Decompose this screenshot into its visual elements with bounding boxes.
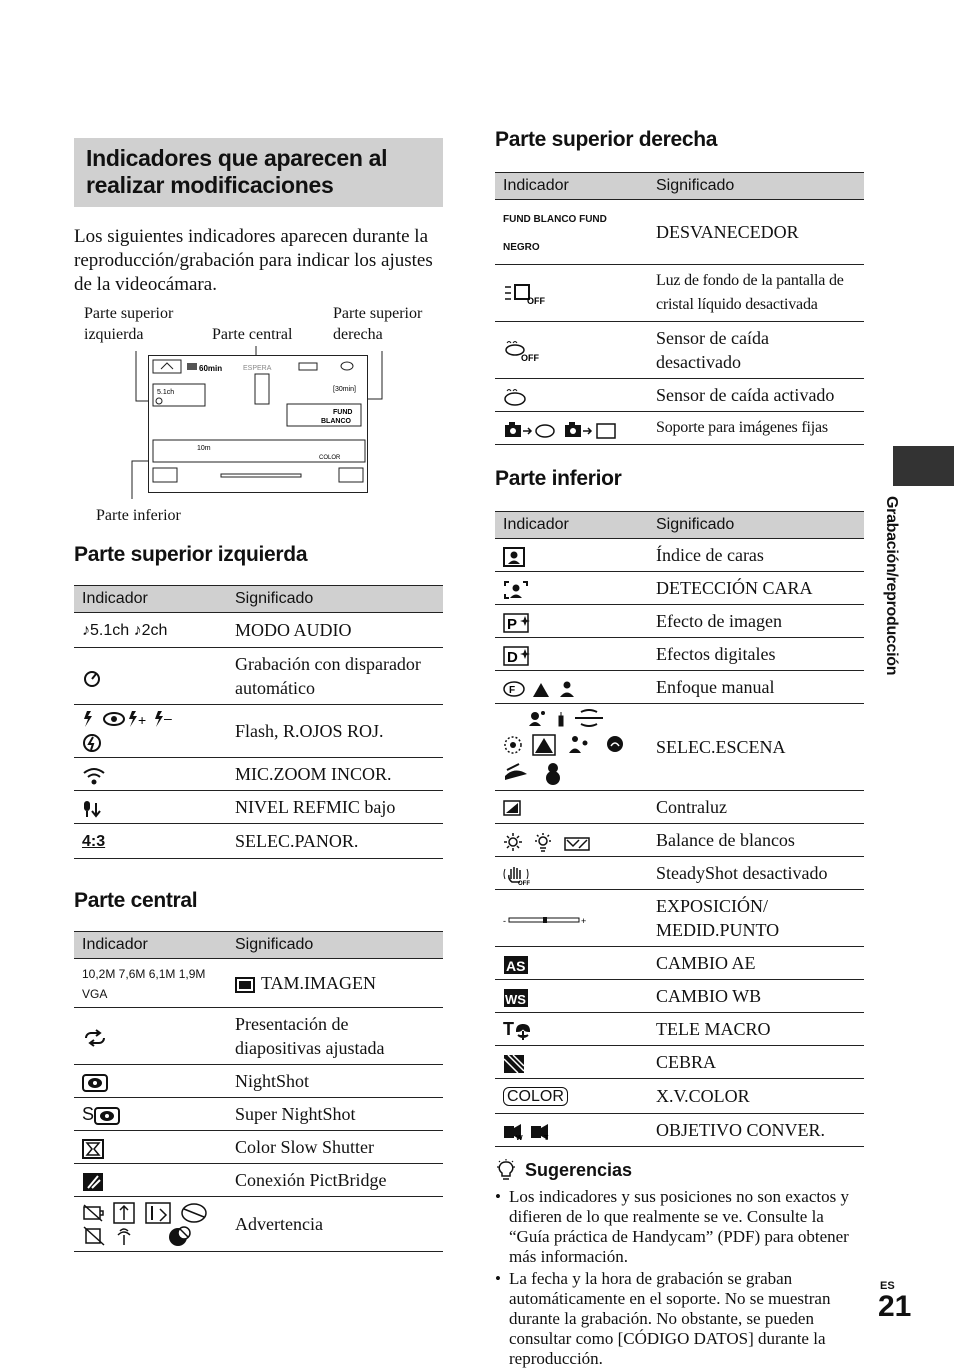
svg-text:AS: AS bbox=[506, 957, 526, 974]
table-row: Soporte para imágenes fijas bbox=[495, 412, 864, 445]
table-row: Presentación de diapositivas ajustada bbox=[74, 1008, 443, 1065]
table-row: NightShot bbox=[74, 1065, 443, 1098]
page-language: ES bbox=[880, 1280, 895, 1292]
svg-text:P: P bbox=[507, 615, 518, 633]
svg-text:D: D bbox=[507, 648, 518, 666]
table-row: - + EXPOSICIÓN/ MEDID.PUNTO bbox=[495, 890, 864, 947]
diagram-label-bottom: Parte inferior bbox=[96, 507, 181, 524]
svg-text:T: T bbox=[544, 1134, 549, 1142]
tips-heading: Sugerencias bbox=[525, 1159, 633, 1180]
tele-macro-icon bbox=[514, 1021, 532, 1041]
conversion-lens-icon bbox=[503, 1122, 555, 1142]
face-index-icon bbox=[503, 547, 527, 567]
image-size-indicator: 10,2M 7,6M 6,1M 1,9M VGA bbox=[82, 967, 206, 1001]
zoom-mic-icon bbox=[82, 766, 106, 786]
table-row: MIC.ZOOM INCOR. bbox=[74, 758, 443, 791]
heading-top-right: Parte superior derecha bbox=[495, 128, 718, 151]
xv-color-indicator: COLOR bbox=[503, 1087, 568, 1106]
table-row: S Super NightShot bbox=[74, 1098, 443, 1131]
svg-text:+: + bbox=[138, 712, 147, 728]
lcd-remaining: 60min bbox=[199, 364, 223, 373]
left-column bbox=[74, 138, 443, 1252]
table-row: Conexión PictBridge bbox=[74, 1164, 443, 1197]
drop-sensor-on-icon bbox=[503, 387, 529, 407]
list-item: • La fecha y la hora de grabación se graban automáticamente en el soporte. No se muestran durante la grabación. No obstante, se pueden consultar como [CÓDIGO DATOS] durante la reproducción. bbox=[495, 1269, 864, 1369]
svg-text:–: – bbox=[164, 710, 172, 726]
nightshot-icon bbox=[82, 1074, 108, 1092]
lcd-time: [30min] bbox=[333, 386, 356, 393]
table-row: Sensor de caída activado bbox=[495, 379, 864, 412]
image-size-icon bbox=[235, 977, 255, 993]
lcd-fader-2: BLANCO bbox=[321, 418, 351, 425]
diagram-label-center: Parte central bbox=[212, 326, 293, 343]
col-meaning: Significado bbox=[227, 586, 443, 613]
table-row: D Efectos digitales bbox=[495, 638, 864, 671]
steadyshot-off-icon bbox=[503, 865, 533, 885]
backlight-icon bbox=[503, 800, 523, 818]
col-indicator: Indicador bbox=[74, 586, 227, 613]
svg-text:W: W bbox=[516, 1134, 523, 1142]
table-row: W T OBJETIVO CONVER. bbox=[495, 1114, 864, 1147]
table-row: FUND BLANCO FUND NEGRO DESVANECEDOR bbox=[495, 200, 864, 265]
svg-text:OFF: OFF bbox=[518, 880, 530, 887]
tele-macro-indicator: T bbox=[503, 1019, 514, 1039]
table-row: Contraluz bbox=[495, 791, 864, 824]
table-row: DETECCIÓN CARA bbox=[495, 572, 864, 605]
lcd-audio: 5.1ch bbox=[157, 389, 175, 396]
title-box bbox=[74, 138, 443, 207]
table-row: Índice de caras bbox=[495, 539, 864, 572]
right-column bbox=[495, 128, 864, 1371]
svg-text:-: - bbox=[503, 915, 506, 926]
table-row: + – Flash, R.OJOS ROJ. bbox=[74, 705, 443, 758]
table-row: P Efecto de imagen bbox=[495, 605, 864, 638]
diagram-label-top-left: Parte superior izquierda bbox=[84, 305, 174, 343]
digital-effect-icon bbox=[503, 646, 533, 666]
mic-level-low-icon bbox=[82, 799, 102, 819]
table-central: Indicador Significado 10,2M 7,6M 6,1M 1,9M VGA TAM.IMAGEN Presentación de diapositivas ajustada NightShot S Super NightShot Color Slow Shutter Conexión PictBridge Advertencia bbox=[74, 931, 443, 1252]
lcd-backlight-off-icon bbox=[503, 283, 545, 305]
heading-bottom: Parte inferior bbox=[495, 467, 622, 490]
table-row: OFF SteadyShot desactivado bbox=[495, 857, 864, 890]
table-row: 10,2M 7,6M 6,1M 1,9M VGA TAM.IMAGEN bbox=[74, 959, 443, 1008]
flash-icon bbox=[82, 709, 192, 753]
super-nightshot-icon bbox=[94, 1107, 120, 1125]
heading-top-left: Parte superior izquierda bbox=[74, 543, 308, 566]
manual-focus-icon bbox=[503, 679, 587, 699]
color-slow-shutter-icon bbox=[82, 1139, 104, 1159]
aspect-ratio-indicator: 4:3 bbox=[82, 833, 106, 850]
list-item: • Los indicadores y sus posiciones no son exactos y difieren de lo que realmente se ve. Consulte la “Guía práctica de Handycam” (PDF) para obtener más información. bbox=[495, 1187, 864, 1267]
screen-diagram bbox=[74, 303, 443, 533]
svg-text:WS: WS bbox=[505, 991, 526, 1007]
lcd-color: COLOR bbox=[319, 455, 341, 461]
table-row: F Enfoque manual bbox=[495, 671, 864, 704]
lcd-face: 10m bbox=[197, 445, 211, 452]
audio-mode-indicator: ♪5.1ch ♪2ch bbox=[82, 622, 168, 639]
diagram-label-top-right: Parte superior derecha bbox=[333, 305, 423, 343]
slideshow-repeat-icon bbox=[82, 1029, 108, 1047]
drop-sensor-off-icon bbox=[503, 340, 545, 362]
exposure-slider-icon bbox=[503, 913, 587, 927]
lcd-standby: ESPERA bbox=[243, 365, 272, 372]
table-row: Balance de blancos bbox=[495, 824, 864, 857]
lcd-screen bbox=[148, 355, 368, 493]
ae-shift-icon bbox=[503, 955, 529, 975]
table-row: COLOR X.V.COLOR bbox=[495, 1079, 864, 1114]
wb-shift-icon bbox=[503, 988, 529, 1008]
table-row: OFF Luz de fondo de la pantalla de cristal líquido desactivada bbox=[495, 265, 864, 322]
face-detection-icon bbox=[503, 580, 531, 600]
super-nightshot-indicator: S bbox=[82, 1104, 95, 1124]
table-row: T TELE MACRO bbox=[495, 1013, 864, 1046]
table-row: Color Slow Shutter bbox=[74, 1131, 443, 1164]
scene-selection-icon bbox=[503, 708, 629, 786]
svg-text:+: + bbox=[581, 915, 587, 926]
table-top-right: Indicador Significado FUND BLANCO FUND NEGRO DESVANECEDOR OFF Luz de fondo de la pantalla de cristal líquido desactivada OFF Sensor de caída desactivado Sensor de caída activado Soporte para imágenes fijas bbox=[495, 172, 864, 445]
heading-central: Parte central bbox=[74, 889, 198, 912]
table-row: Advertencia bbox=[74, 1197, 443, 1252]
table-row: CEBRA bbox=[495, 1046, 864, 1079]
table-row: 4:3 SELEC.PANOR. bbox=[74, 824, 443, 859]
page-title: Indicadores que aparecen al realizar modificaciones bbox=[86, 145, 388, 198]
table-row: ♪5.1ch ♪2ch MODO AUDIO bbox=[74, 613, 443, 648]
still-media-icon bbox=[503, 420, 623, 440]
svg-text:OFF: OFF bbox=[527, 296, 545, 307]
self-timer-icon bbox=[82, 668, 102, 688]
warning-icon bbox=[82, 1201, 212, 1247]
fader-indicator: FUND BLANCO FUND NEGRO bbox=[503, 214, 607, 253]
table-row: OFF Sensor de caída desactivado bbox=[495, 322, 864, 379]
pictbridge-icon bbox=[82, 1172, 104, 1192]
svg-text:F: F bbox=[509, 684, 516, 696]
table-row: NIVEL REFMIC bajo bbox=[74, 791, 443, 824]
lcd-fader-1: FUND bbox=[333, 409, 353, 416]
intro-text: Los siguientes indicadores aparecen durante la reproducción/grabación para indicar los ajustes de la videocámara. bbox=[74, 226, 433, 295]
lightbulb-icon bbox=[495, 1159, 517, 1181]
table-row: SELEC.ESCENA bbox=[495, 704, 864, 791]
table-row: AS CAMBIO AE bbox=[495, 947, 864, 980]
lcd-screen-art bbox=[149, 356, 369, 494]
picture-effect-icon bbox=[503, 613, 533, 633]
page-number: 21 bbox=[878, 1290, 912, 1323]
table-row: WS CAMBIO WB bbox=[495, 980, 864, 1013]
table-top-left bbox=[74, 585, 443, 859]
table-bottom: Indicador Significado Índice de caras DETECCIÓN CARA P Efecto de imagen D Efectos digitales F Enfoque manual SELEC.ESCENA Contraluz Balance de blancos OFF SteadyShot desactivado - + EXPOSICIÓN/ MEDID.PUNTO AS CAMBIO AE WS CAMBIO WB T TELE MACRO CEBRA COLOR X.V.COLOR W T OBJETIVO CONVER. bbox=[495, 511, 864, 1147]
svg-text:OFF: OFF bbox=[521, 353, 539, 364]
tips-list bbox=[495, 1187, 864, 1369]
chapter-tab-label: Grabación/reproducción bbox=[883, 496, 900, 676]
tips-header bbox=[495, 1159, 864, 1181]
zebra-icon bbox=[503, 1054, 525, 1074]
table-row: Grabación con disparador automático bbox=[74, 648, 443, 705]
white-balance-icon bbox=[503, 832, 593, 852]
chapter-tab-marker bbox=[893, 446, 954, 486]
